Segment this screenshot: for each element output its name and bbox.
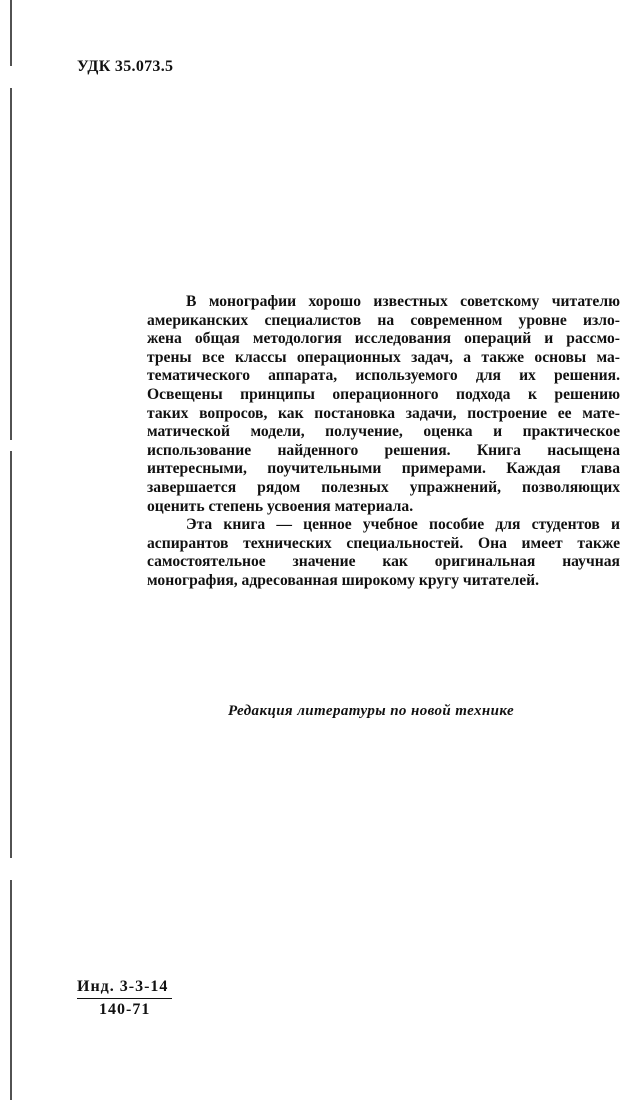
abstract-line: монография, адресованная широкому кругу читателей. bbox=[147, 571, 540, 589]
abstract-line: аспирантов технических специальностей. Она имеет также bbox=[147, 534, 620, 552]
abstract-line: использование найденного решения. Книга насыщена bbox=[147, 441, 620, 459]
udk-code: УДК 35.073.5 bbox=[77, 58, 174, 75]
index-code: Инд. 3-3-14 bbox=[77, 978, 169, 995]
abstract-line: жена общая методология исследования операций и рассмо- bbox=[147, 330, 620, 348]
index-number: 140-71 bbox=[99, 1001, 151, 1018]
abstract-line: трены все классы операционных задач, а также основы ма- bbox=[147, 348, 620, 366]
page-binding-edge bbox=[10, 0, 12, 1100]
abstract-line: Эта книга — ценное учебное пособие для студентов и bbox=[186, 516, 620, 534]
abstract-line: матической модели, получение, оценка и практическое bbox=[147, 423, 620, 441]
abstract-line: оценить степень усвоения материала. bbox=[147, 497, 414, 515]
abstract-text bbox=[147, 293, 620, 591]
abstract-line: американских специалистов на современном уровне изло- bbox=[147, 311, 620, 329]
index-block bbox=[77, 978, 172, 1019]
abstract-line: завершается рядом полезных упражнений, позволяющих bbox=[147, 478, 620, 496]
abstract-line: самостоятельное значение как оригинальная научная bbox=[147, 553, 620, 571]
abstract-line: тематического аппарата, используемого для их решения. bbox=[147, 367, 620, 385]
abstract-line: Освещены принципы операционного подхода к решению bbox=[147, 385, 620, 403]
abstract-line: В монографии хорошо известных советскому читателю bbox=[186, 293, 620, 310]
index-divider bbox=[77, 998, 172, 999]
abstract-line: интересными, поучительными примерами. Каждая глава bbox=[147, 460, 620, 478]
abstract-line: таких вопросов, как постановка задачи, построение ее мате- bbox=[147, 404, 620, 422]
editorial-imprint: Редакция литературы по новой технике bbox=[228, 703, 515, 719]
